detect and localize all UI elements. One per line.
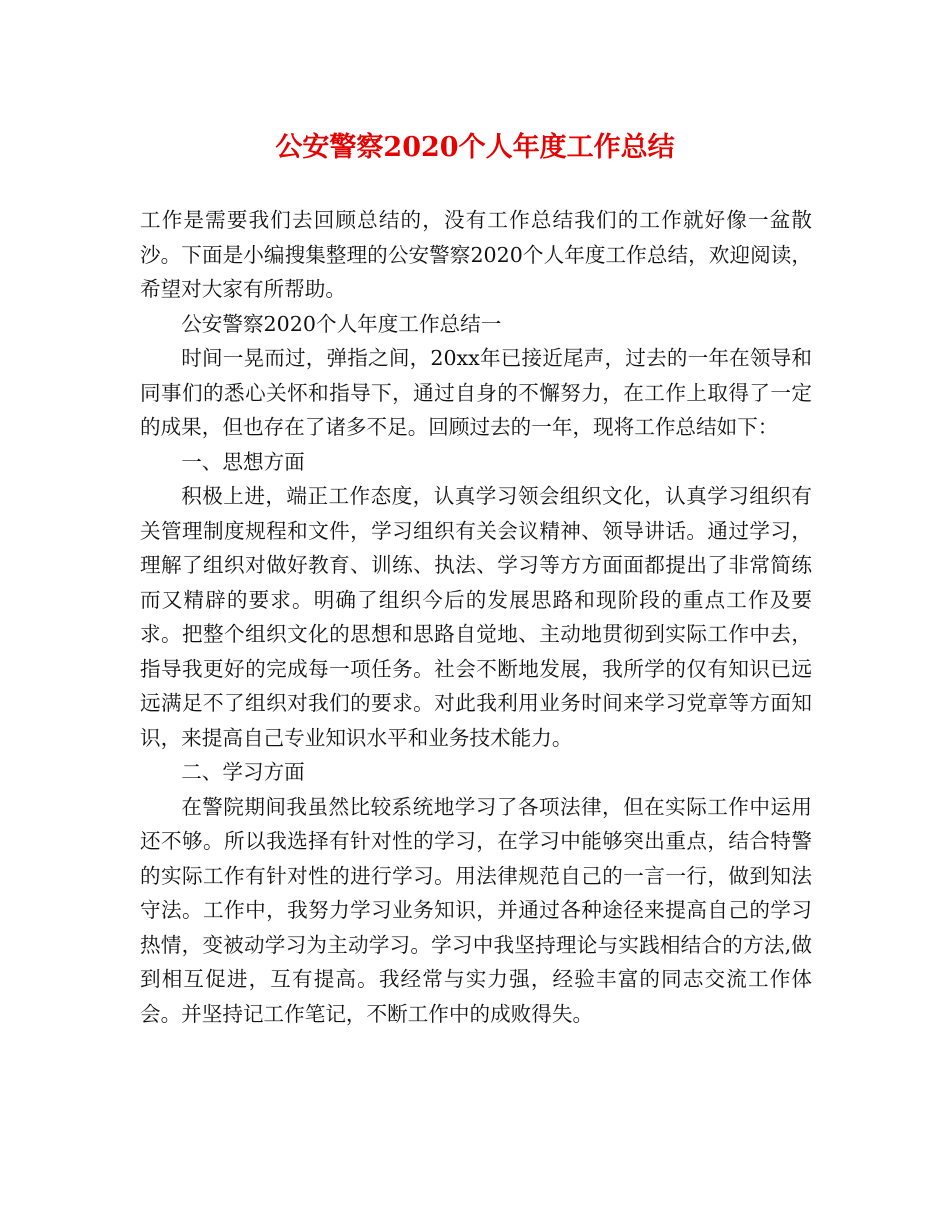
study-paragraph: 在警院期间我虽然比较系统地学习了各项法律，但在实际工作中运用还不够。所以我选择有针对性的学习，在学习中能够突出重点，结合特警的实际工作有针对性的进行学习。用法律规范自己的一言一行，做到知法守法。工作中，我努力学习业务知识，并通过各种途径来提高自己的学习热情，变被动学习为主动学习。学习中我坚持理论与实践相结合的方法,做到相互促进，互有提高。我经常与实力强，经验丰富的同志交流工作体会。并坚持记工作笔记，不断工作中的成败得失。	[140, 794, 812, 1026]
thought-paragraph: 积极上进，端正工作态度，认真学习领会组织文化，认真学习组织有关管理制度规程和文件，学习组织有关会议精神、领导讲话。通过学习，理解了组织对做好教育、训练、执法、学习等方方面面都提出了非常简练而又精辟的要求。明确了组织今后的发展思路和现阶段的重点工作及要求。把整个组织文化的思想和思路自觉地、主动地贯彻到实际工作中去，指导我更好的完成每一项任务。社会不断地发展，我所学的仅有知识已远远满足不了组织对我们的要求。对此我利用业务时间来学习党章等方面知识，来提高自己专业知识水平和业务技术能力。	[140, 484, 812, 750]
document-title: 公安警察2020个人年度工作总结	[275, 132, 675, 163]
document-body	[140, 203, 812, 1031]
section-heading-study: 二、学习方面	[181, 760, 305, 784]
opening-paragraph: 时间一晃而过，弹指之间，20xx年已接近尾声，过去的一年在领导和同事们的悉心关怀和指导下，通过自身的不懈努力，在工作上取得了一定的成果，但也存在了诸多不足。回顾过去的一年，现将工作总结如下：	[140, 346, 812, 439]
section-heading-part-one: 公安警察2020个人年度工作总结一	[181, 311, 502, 336]
intro-paragraph: 工作是需要我们去回顾总结的，没有工作总结我们的工作就好像一盆散沙。下面是小编搜集整理的公安警察2020个人年度工作总结，欢迎阅读，希望对大家有所帮助。	[140, 208, 812, 301]
section-heading-thought: 一、思想方面	[181, 449, 305, 474]
